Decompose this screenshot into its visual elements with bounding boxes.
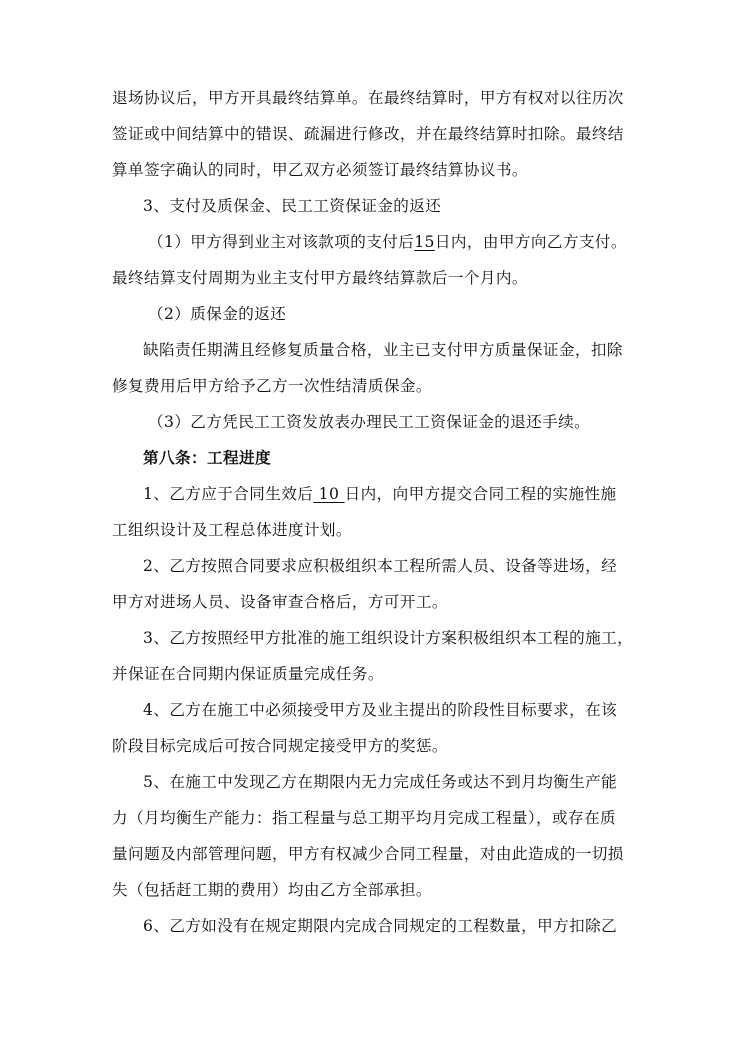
paragraph-line (143, 484, 617, 504)
section-heading: 3、支付及质保金、民工工资保证金的返还 (143, 197, 442, 215)
paragraph-line: 并保证在合同期内保证质量完成任务。 (112, 665, 384, 683)
paragraph-line: 量问题及内部管理问题，甲方有权减少合同工程量，对由此造成的一切损 (112, 845, 624, 863)
paragraph-line: 4、乙方在施工中必须接受甲方及业主提出的阶段性目标要求，在该 (143, 701, 618, 719)
line-text: 日内，向甲方提交合同工程的实施性施 (344, 485, 617, 503)
paragraph-line: 阶段目标完成后可按合同规定接受甲方的奖惩。 (112, 737, 448, 755)
paragraph-line: 5、在施工中发现乙方在期限内无力完成任务或达不到月均衡生产能 (143, 773, 618, 791)
paragraph-line: 6、乙方如没有在规定期限内完成合同规定的工程数量，甲方扣除乙 (143, 917, 618, 935)
paragraph-line: 3、乙方按照经甲方批准的施工组织设计方案积极组织本工程的施工， (143, 629, 634, 647)
paragraph-line: 签证或中间结算中的错误、疏漏进行修改，并在最终结算时扣除。最终结 (112, 125, 624, 143)
line-text: （1）甲方得到业主对该款项的支付后 (148, 233, 415, 251)
article-heading: 第八条：工程进度 (143, 448, 271, 467)
paragraph-line: 力（月均衡生产能力：指工程量与总工期平均月完成工程量），或存在质 (112, 809, 617, 827)
paragraph-line: 失（包括赶工期的费用）均由乙方全部承担。 (112, 881, 432, 899)
paragraph-line: 修复费用后甲方给予乙方一次性结清质保金。 (112, 377, 432, 395)
subsection-heading: （2）质保金的返还 (148, 305, 287, 323)
paragraph-line: 工组织设计及工程总体进度计划。 (112, 521, 352, 539)
paragraph-line: 甲方对进场人员、设备审查合格后，方可开工。 (112, 593, 448, 611)
paragraph-line: （3）乙方凭民工工资发放表办理民工工资保证金的退还手续。 (148, 413, 591, 431)
paragraph-line: 算单签字确认的同时，甲乙双方必须签订最终结算协议书。 (112, 161, 528, 179)
paragraph-line: 2、乙方按照合同要求应积极组织本工程所需人员、设备等进场，经 (143, 557, 618, 575)
line-text: 1、乙方应于合同生效后 (143, 485, 314, 503)
paragraph-line: 缺陷责任期满且经修复质量合格，业主已支付甲方质量保证金，扣除 (143, 341, 623, 359)
days-value: 15 (414, 233, 435, 251)
paragraph-line: 最终结算支付周期为业主支付甲方最终结算款后一个月内。 (112, 269, 528, 287)
paragraph-line (148, 232, 627, 252)
paragraph-line: 退场协议后，甲方开具最终结算单。在最终结算时，甲方有权对以往历次 (112, 89, 624, 107)
line-text: 日内，由甲方向乙方支付。 (434, 233, 627, 251)
days-value: 10 (313, 485, 345, 503)
